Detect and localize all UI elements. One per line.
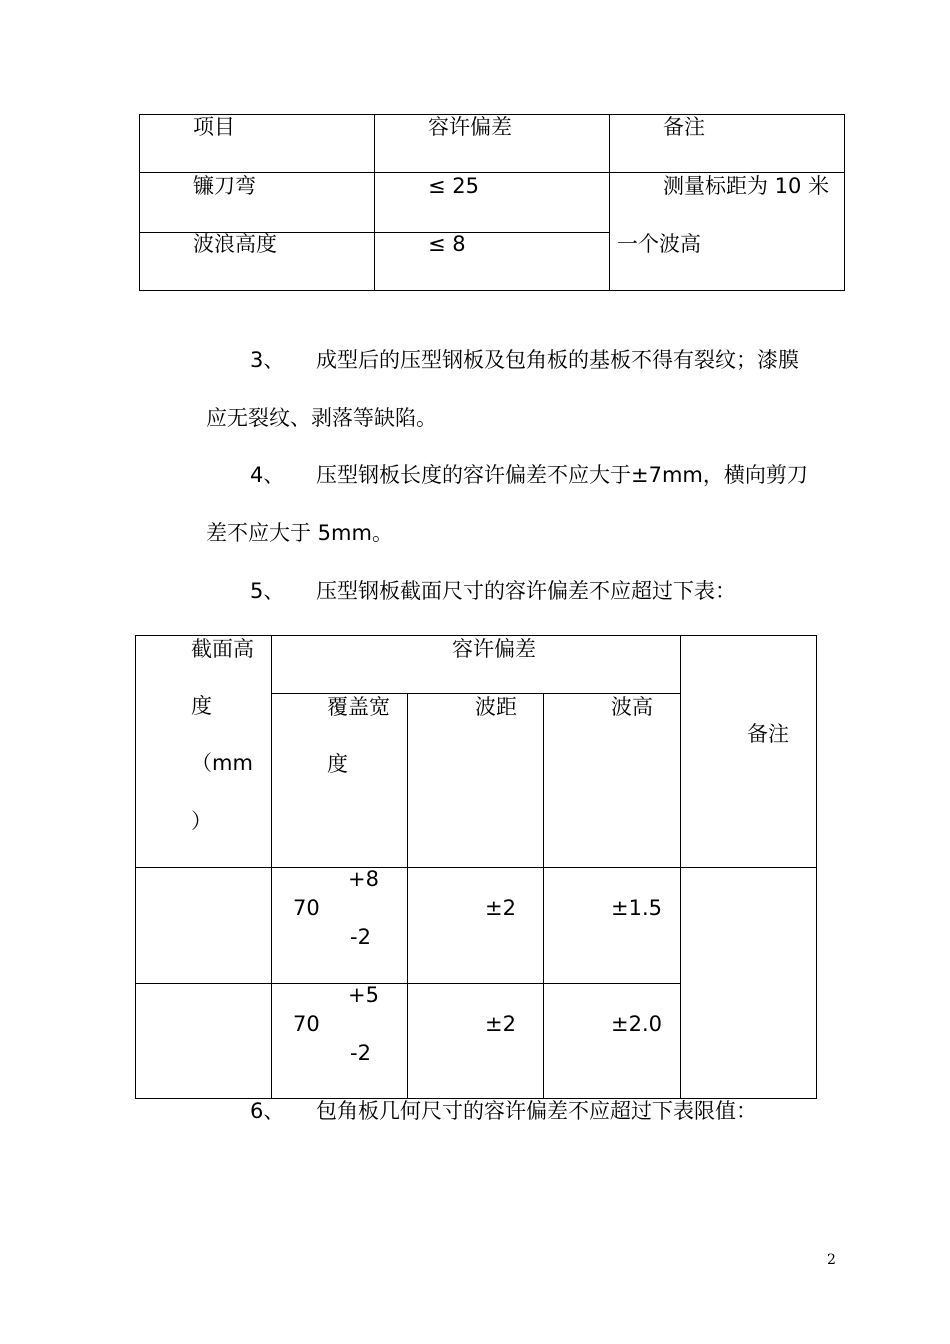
paragraph-text: 应无裂纹、剥落等缺陷。 [206,406,437,430]
pitch-value: ±2 [485,896,516,920]
paragraph-text: 成型后的压型钢板及包角板的基板不得有裂纹；漆膜 [316,348,799,372]
table-border [271,635,272,1099]
header-note: 备注 [663,115,705,139]
paragraph-number: 3、 [250,348,285,372]
coverage-plus: +8 [348,867,379,891]
wave-height-value: ±2.0 [611,1012,662,1036]
coverage-minus: -2 [350,1041,371,1065]
table-border [139,290,845,291]
table-border [135,983,681,984]
header-wave-height: 波高 [611,695,653,719]
coverage-base: 70 [293,896,320,920]
paragraph-number: 5、 [250,579,285,603]
paragraph-text: 压型钢板截面尺寸的容许偏差不应超过下表： [316,579,736,603]
header-tolerance-group: 容许偏差 [452,637,536,661]
page-number: 2 [827,1252,836,1268]
header-tolerance: 容许偏差 [428,115,512,139]
paragraph-text: 包角板几何尺寸的容许偏差不应超过下表限值： [316,1099,757,1123]
header-section-height: 度 [191,694,212,718]
row-label: 镰刀弯 [193,174,256,198]
row-label: 波浪高度 [193,232,277,256]
row-value: ≤ 8 [428,232,466,256]
coverage-minus: -2 [350,925,371,949]
note-text: 一个波高 [617,232,701,256]
wave-height-value: ±1.5 [611,896,662,920]
header-coverage-width: 度 [327,752,348,776]
paragraph-text: 压型钢板长度的容许偏差不应大于±7mm，横向剪刀 [316,463,808,487]
table-border [374,114,375,291]
header-item: 项目 [193,115,235,139]
row-value: ≤ 25 [428,174,479,198]
table-border [407,693,408,1099]
table-border [135,635,817,636]
paragraph-number: 4、 [250,463,285,487]
table-border [680,635,681,1099]
table-border [135,635,136,1099]
note-text: 测量标距为 10 米 [663,174,830,198]
coverage-plus: +5 [348,983,379,1007]
header-pitch: 波距 [475,695,517,719]
table-border [139,114,140,291]
paragraph-number: 6、 [250,1099,285,1123]
paragraph-text: 差不应大于 5mm。 [206,521,393,545]
table-border [543,693,544,1099]
table-border [816,635,817,1099]
header-section-height: 截面高 [191,637,254,661]
table-border [135,867,817,868]
table-border [271,693,681,694]
coverage-base: 70 [293,1012,320,1036]
header-note: 备注 [747,722,789,746]
table-border [844,114,845,291]
header-section-height: ） [191,809,212,833]
header-coverage-width: 覆盖宽 [327,695,390,719]
pitch-value: ±2 [485,1012,516,1036]
table-border [139,172,845,173]
table-border [609,114,610,291]
header-section-height: （mm [191,751,253,775]
